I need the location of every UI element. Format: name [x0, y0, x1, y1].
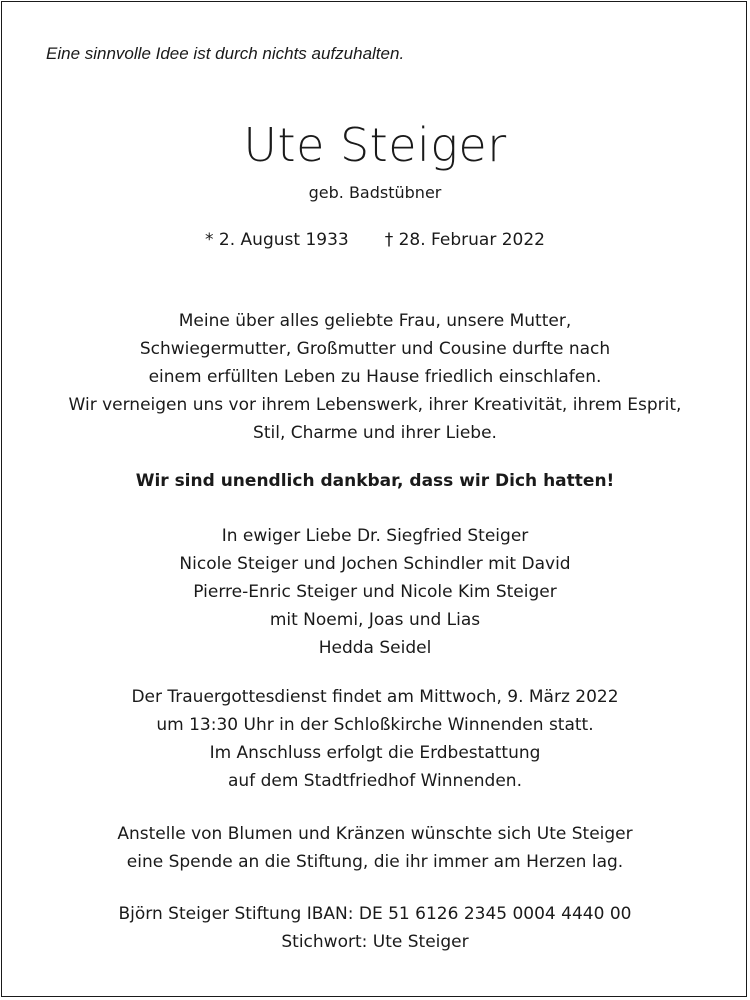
family-line: Hedda Seidel	[318, 638, 432, 658]
life-dates	[0, 230, 750, 250]
service-line: auf dem Stadtfriedhof Winnenden.	[227, 771, 522, 791]
family-line: mit Noemi, Joas und Lias	[269, 610, 481, 630]
family-line: In ewiger Liebe Dr. Siegfried Steiger	[221, 526, 529, 546]
message-line: einem erfüllten Leben zu Hause friedlich einschlafen.	[148, 367, 602, 387]
service-line: Im Anschluss erfolgt die Erdbestattung	[209, 743, 541, 763]
bank-line: Björn Steiger Stiftung IBAN: DE 51 6126 2345 0004 4440 00	[118, 904, 632, 924]
donation-line: Anstelle von Blumen und Kränzen wünschte sich Ute Steiger	[117, 824, 633, 844]
birth-name: geb. Badstübner	[308, 183, 442, 202]
bank-line: Stichwort: Ute Steiger	[281, 932, 469, 952]
thanks-line: Wir sind unendlich dankbar, dass wir Dich hatten!	[135, 471, 615, 491]
message-line: Schwiegermutter, Großmutter und Cousine durfte nach	[139, 339, 611, 359]
death-date: † 28. Februar 2022	[384, 230, 545, 250]
donation-note	[0, 820, 750, 876]
motto: Eine sinnvolle Idee ist durch nichts aufzuhalten.	[46, 44, 405, 63]
message-line: Wir verneigen uns vor ihrem Lebenswerk, ihrer Kreativität, ihrem Esprit,	[68, 395, 682, 415]
donation-line: eine Spende an die Stiftung, die ihr immer am Herzen lag.	[126, 852, 624, 872]
message-line: Stil, Charme und ihrer Liebe.	[253, 423, 497, 443]
family-line: Pierre-Enric Steiger und Nicole Kim Steiger	[193, 582, 557, 602]
message-paragraph	[0, 307, 750, 447]
deceased-name: Ute Steiger	[243, 118, 507, 172]
family-line: Nicole Steiger und Jochen Schindler mit David	[179, 554, 571, 574]
bank-details	[0, 900, 750, 956]
family-signatures	[0, 522, 750, 662]
service-info	[0, 683, 750, 795]
message-line: Meine über alles geliebte Frau, unsere Mutter,	[178, 311, 572, 331]
service-line: Der Trauergottesdienst findet am Mittwoch, 9. März 2022	[131, 687, 619, 707]
service-line: um 13:30 Uhr in der Schloßkirche Winnenden statt.	[156, 715, 594, 735]
birth-date: * 2. August 1933	[205, 230, 349, 250]
